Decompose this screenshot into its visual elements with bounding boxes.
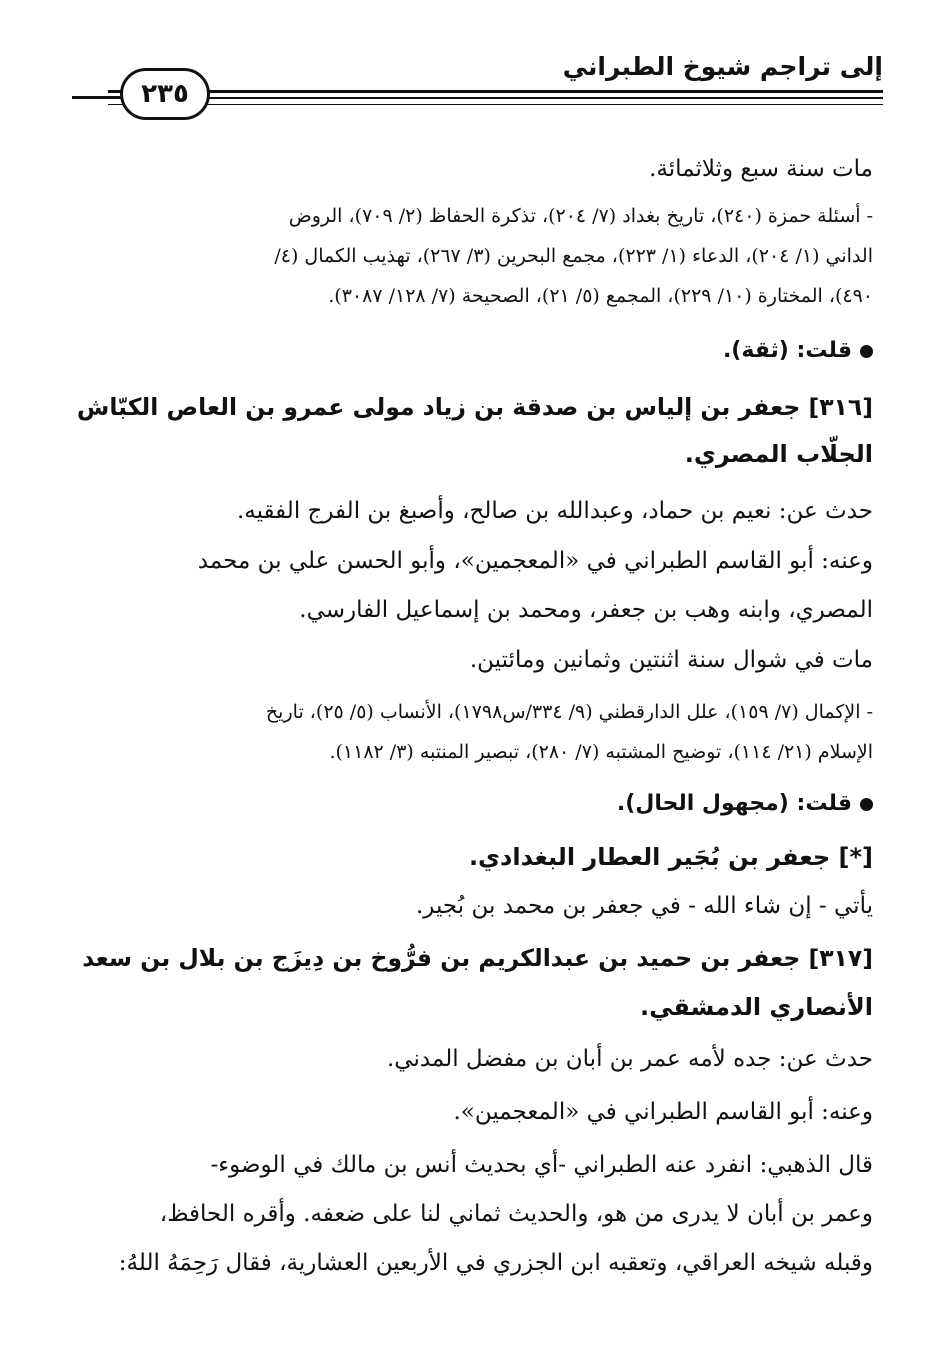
header-rule-left xyxy=(72,96,120,99)
header-rule xyxy=(108,104,883,105)
text-line: وعنه: أبو القاسم الطبراني في «المعجمين»، وأبو الحسن علي بن محمد xyxy=(197,548,873,574)
entry-heading: [٣١٦] جعفر بن إلياس بن صدقة بن زياد مولى عمرو بن العاص الكبّاش xyxy=(76,393,873,421)
text-line: المصري، وابنه وهب بن جعفر، ومحمد بن إسماعيل الفارسي. xyxy=(299,597,873,623)
text-line: وقبله شيخه العراقي، وتعقبه ابن الجزري في الأربعين العشارية، فقال رَحِمَهُ اللهُ: xyxy=(118,1250,873,1276)
entry-heading: [*] جعفر بن بُجَير العطار البغدادي. xyxy=(468,843,873,871)
entry-heading: [٣١٧] جعفر بن حميد بن عبدالكريم بن فرُّوخ بن دِيزَج بن بلال بن سعد xyxy=(82,944,873,972)
running-header-title: إلى تراجم شيوخ الطبراني xyxy=(562,52,883,81)
text-line: وعمر بن أبان لا يدرى من هو، والحديث ثماني لنا على ضعفه. وأقره الحافظ، xyxy=(159,1201,873,1227)
text-line: حدث عن: نعيم بن حماد، وعبدالله بن صالح، وأصبغ بن الفرج الفقيه. xyxy=(236,498,873,524)
text-line: يأتي - إن شاء الله - في جعفر بن محمد بن بُجير. xyxy=(415,893,873,919)
header-rule xyxy=(108,90,883,93)
header-rule xyxy=(108,97,883,99)
verdict-line: قلت: (مجهول الحال). xyxy=(72,791,873,816)
text-line: حدث عن: جده لأمه عمر بن أبان بن مفضل المدني. xyxy=(386,1046,873,1072)
bullet-icon xyxy=(860,798,873,811)
text-line: قال الذهبي: انفرد عنه الطبراني -أي بحديث أنس بن مالك في الوضوء- xyxy=(210,1152,873,1178)
footnote-line: الإسلام (٢١/ ١١٤)، توضيح المشتبه (٧/ ٢٨٠)، تبصير المنتبه (٣/ ١١٨٢). xyxy=(329,741,873,763)
text-line: مات في شوال سنة اثنتين وثمانين ومائتين. xyxy=(469,647,873,673)
footnote-line: ٤٩٠)، المختارة (١٠/ ٢٢٩)، المجمع (٥/ ٢١)، الصحيحة (٧/ ١٢٨/ ٣٠٨٧). xyxy=(328,285,873,307)
bullet-icon xyxy=(860,345,873,358)
verdict-line: قلت: (ثقة). xyxy=(72,338,873,363)
page-number-badge xyxy=(120,68,210,120)
entry-heading: الأنصاري الدمشقي. xyxy=(640,993,873,1021)
footnote-line: الداني (١/ ٢٠٤)، الدعاء (١/ ٢٢٣)، مجمع البحرين (٣/ ٢٦٧)، تهذيب الكمال (٤/ xyxy=(274,245,873,267)
text-line: مات سنة سبع وثلاثمائة. xyxy=(649,156,873,182)
text-line: وعنه: أبو القاسم الطبراني في «المعجمين». xyxy=(453,1099,873,1125)
page-number: ٢٣٥ xyxy=(141,79,189,109)
entry-heading: الجلّاب المصري. xyxy=(684,440,873,468)
footnote-line: - الإكمال (٧/ ١٥٩)، علل الدارقطني (٩/ ٣٣٤/س١٧٩٨)، الأنساب (٥/ ٢٥)، تاريخ xyxy=(265,701,873,723)
footnote-line: - أسئلة حمزة (٢٤٠)، تاريخ بغداد (٧/ ٢٠٤)، تذكرة الحفاظ (٢/ ٧٠٩)، الروض xyxy=(288,205,873,227)
